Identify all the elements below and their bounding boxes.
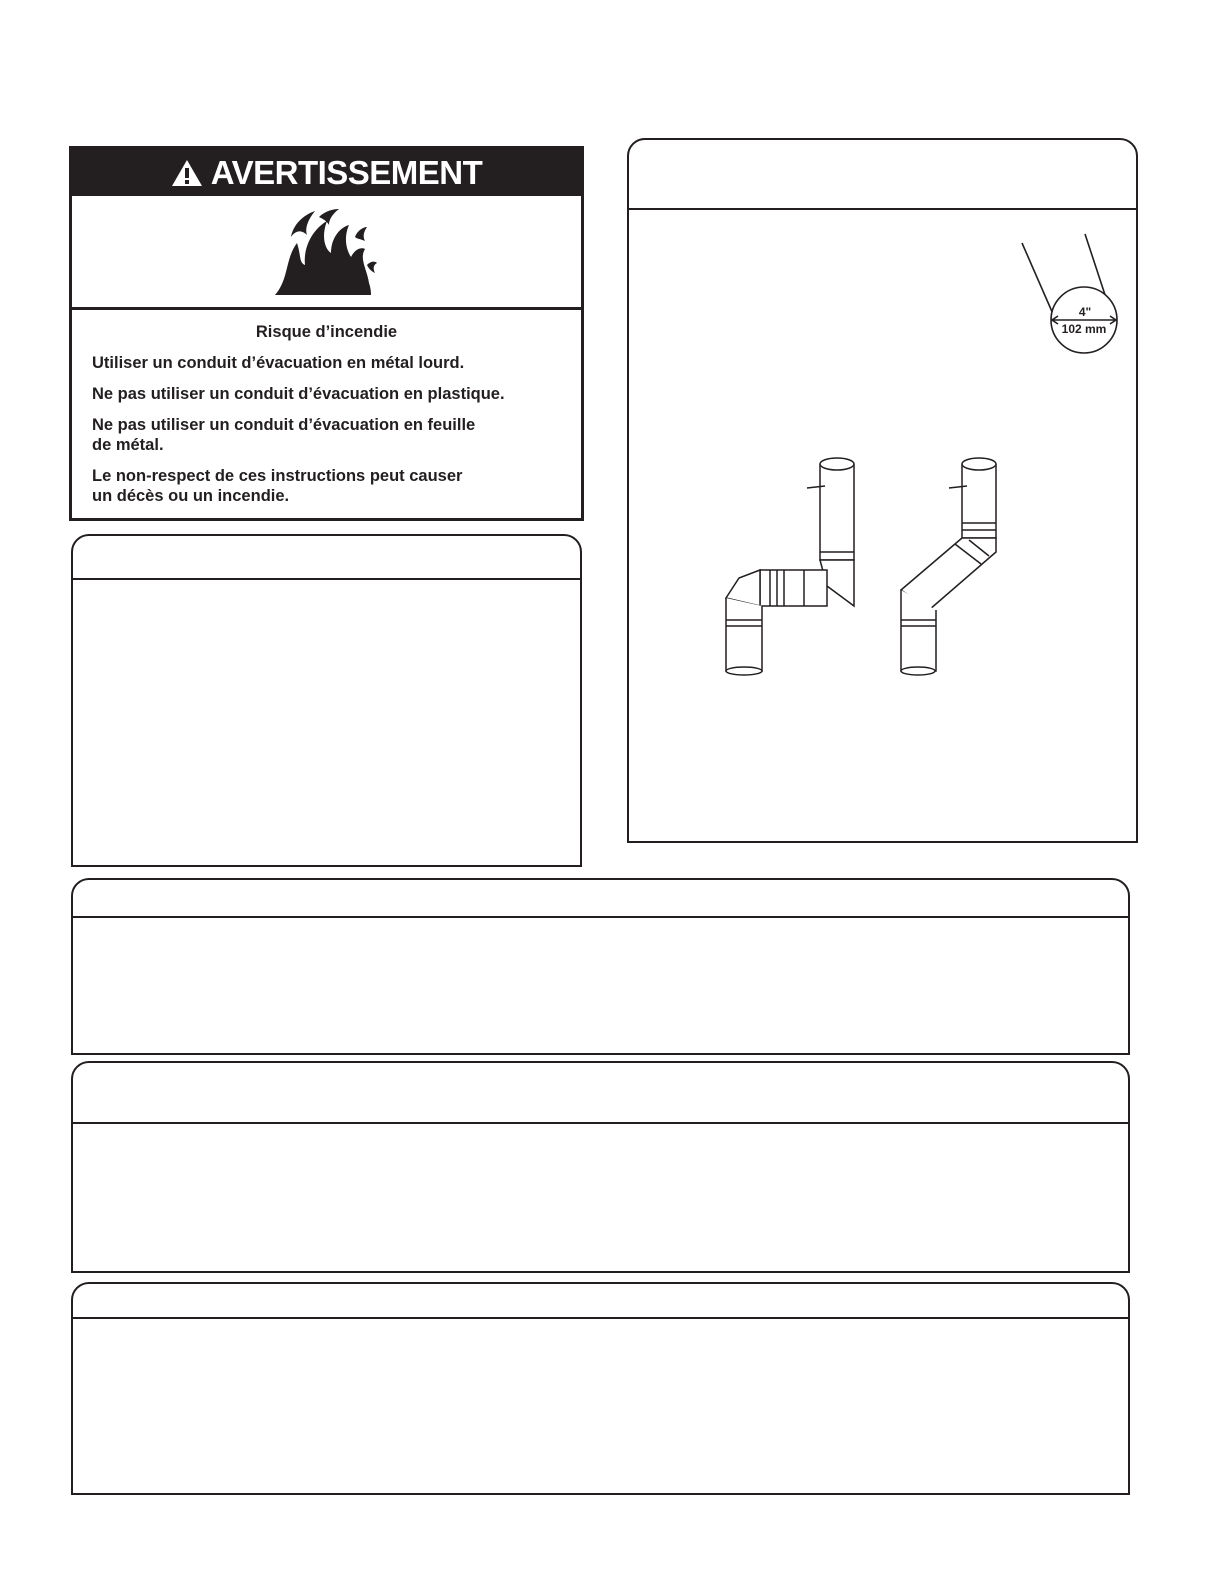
warning-header	[72, 149, 581, 196]
warning-hazard-label: Risque d’incendie	[255, 323, 398, 341]
warning-instruction-text: Ne pas utiliser un conduit d’évacuation en plastique.	[92, 385, 505, 403]
warning-body	[92, 322, 561, 517]
diameter-mm-label: 102 mm	[1061, 322, 1107, 336]
warning-instruction	[92, 415, 561, 455]
vent-diagram-box	[627, 138, 1138, 843]
fire-icon	[267, 207, 382, 297]
warning-instruction-text: Utiliser un conduit d’évacuation en métal lourd.	[92, 354, 465, 372]
content-box-2	[71, 1061, 1130, 1273]
warning-panel	[69, 146, 584, 521]
warning-divider	[72, 307, 581, 310]
box-header-divider	[73, 916, 1128, 918]
content-box-3	[71, 1282, 1130, 1495]
duct-offset-elbow-illustration	[726, 458, 854, 675]
warning-triangle-icon	[171, 159, 203, 187]
box-header-divider	[73, 1122, 1128, 1124]
diameter-inches-label: 4"	[1078, 305, 1092, 319]
duct-angled-offset-illustration	[901, 458, 996, 675]
left-content-box	[71, 534, 582, 867]
warning-instruction	[92, 466, 561, 506]
warning-instruction	[92, 353, 561, 373]
warning-instruction-text: Ne pas utiliser un conduit d’évacuation en feuille de métal.	[92, 416, 476, 454]
warning-title: AVERTISSEMENT	[210, 153, 483, 191]
warning-instruction	[92, 384, 561, 404]
box-header-divider	[73, 578, 580, 580]
vent-diagram	[629, 140, 1136, 841]
content-box-1	[71, 878, 1130, 1055]
box-header-divider	[73, 1317, 1128, 1319]
warning-instruction-text: Le non-respect de ces instructions peut causer un décès ou un incendie.	[92, 467, 463, 505]
